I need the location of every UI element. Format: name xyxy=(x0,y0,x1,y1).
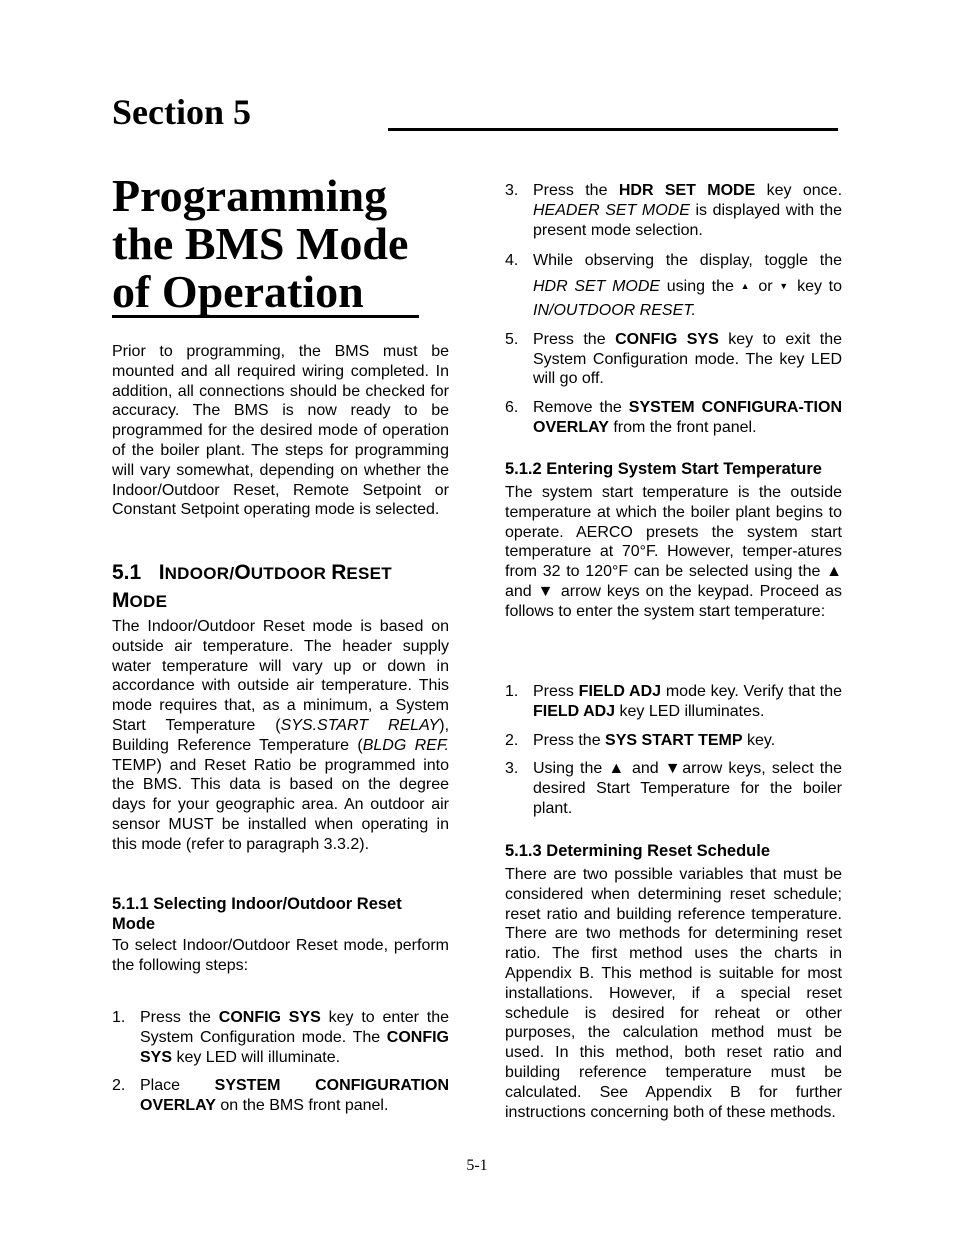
section-5-1-2 xyxy=(505,459,842,622)
list-item: 3. Press the HDR SET MODE key once. HEADER SET MODE is displayed with the present mode selection. xyxy=(505,182,843,239)
list-item: 1. Press FIELD ADJ mode key. Verify that the FIELD ADJ key LED illuminates. xyxy=(505,683,843,720)
heading-5-1-number: 5.1 xyxy=(112,561,142,584)
section-5-1-2-paragraph: The system start temperature is the outside temperature at which the boiler plant begins to operate. AERCO presets the system start temperature at 70°F. However, temper-atures from 32 to 120°F can be selected using the ▲ and ▼ arrow keys on the keypad. Proceed as follows to enter the system start temperature: xyxy=(505,484,842,620)
up-arrow-icon: ▲ xyxy=(740,280,752,291)
section-rule xyxy=(388,128,838,131)
section-5-1-3 xyxy=(505,841,842,1122)
chapter-title-line-1: Programming xyxy=(112,170,388,221)
steps-list-5-1-1-right xyxy=(505,181,842,438)
page-number: 5-1 xyxy=(466,1157,488,1174)
intro-paragraph: Prior to programming, the BMS must be mounted and all required wiring completed. In addition, all connections should be checked for accuracy. The BMS is now ready to be programmed for the desired mode of operation of the boiler plant. The steps for programming will vary somewhat, depending on whether the Indoor/Outdoor Reset, Remote Setpoint or Constant Setpoint operating mode is selected. xyxy=(112,343,449,519)
list-item: 6. Remove the SYSTEM CONFIGURA-TION OVERLAY from the front panel. xyxy=(505,399,842,437)
section-5-1-1 xyxy=(112,894,449,976)
list-item: 1. Press the CONFIG SYS key to enter the System Configuration mode. The CONFIG SYS key LED will illuminate. xyxy=(112,1009,450,1066)
list-item: 2. Press the SYS START TEMP key. xyxy=(505,731,776,749)
list-item: 5. Press the CONFIG SYS key to exit the System Configuration mode. The key LED will go off. xyxy=(505,330,842,388)
section-label: Section 5 xyxy=(112,92,251,132)
chapter-title-underline xyxy=(112,315,419,318)
section-header xyxy=(112,92,838,136)
list-item: 4. While observing the display, toggle the HDR SET MODE using the ▲ or ▼ key to IN/OUTDOOR RESET. xyxy=(505,252,843,320)
section-5-1-3-paragraph: There are two possible variables that must be considered when determining reset schedule; reset ratio and building reference temperature. There are two methods for determining reset ratio. The first method uses the charts in Appendix B. This method is suitable for most installations. However, if a special reset schedule is desired for reheat or other purposes, the calculation method must be used. In this method, both reset ratio and building reference temperature must be calculated. See Appendix B for further instructions concerning both of these methods. xyxy=(505,866,842,1121)
chapter-title-line-2: the BMS Mode xyxy=(112,218,409,269)
section-5-1-body xyxy=(112,617,449,855)
list-item: 2. Place SYSTEM CONFIGURATION OVERLAY on the BMS front panel. xyxy=(112,1077,449,1115)
heading-5-1: 5.1 INDOOR/OUTDOOR RESET MODE xyxy=(112,561,392,612)
heading-5-1-3: 5.1.3 Determining Reset Schedule xyxy=(505,842,771,860)
heading-5-1-1: 5.1.1 Selecting Indoor/Outdoor Reset Mode xyxy=(112,895,402,933)
steps-list-5-1-1-left xyxy=(112,1008,449,1116)
section-5-1-paragraph: The Indoor/Outdoor Reset mode is based on outside air temperature. The header supply water temperature will vary up or down in accordance with outside air temperature. This mode requires that, as a minimum, a System Start Temperature (SYS.START RELAY), Building Reference Temperature (BLDG REF. TEMP) and Reset Ratio be programmed into the BMS. This data is based on the degree days for your geographic area. An outdoor air sensor MUST be installed when operating in this mode (refer to paragraph 3.3.2). xyxy=(112,618,450,853)
steps-list-5-1-2 xyxy=(505,682,842,819)
left-column xyxy=(112,342,449,520)
chapter-title-line-3: of Operation xyxy=(112,266,364,317)
section-5-1-1-intro: To select Indoor/Outdoor Reset mode, perform the following steps: xyxy=(112,937,449,974)
heading-5-1-2: 5.1.2 Entering System Start Temperature xyxy=(505,460,822,478)
list-item: 3. Using the ▲ and ▼arrow keys, select the desired Start Temperature for the boiler plant. xyxy=(505,760,842,817)
down-arrow-icon: ▼ xyxy=(779,280,791,291)
chapter-title xyxy=(112,172,442,316)
